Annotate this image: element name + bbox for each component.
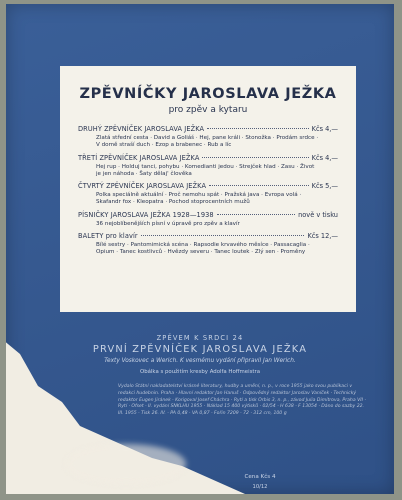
catalog-item bbox=[78, 182, 338, 207]
item-description: Bílé sestry · Pantomimická scéna · Rapsodie krvavého měsíce · Passacaglia · Opium · Tanec kostlivců · Hvězdy severu · Tanec loutek · Zlý sen · Proměny bbox=[96, 242, 310, 256]
item-price: Kčs 5,— bbox=[311, 182, 338, 191]
dot-leader bbox=[141, 235, 305, 236]
item-title: BALETY pro klavír bbox=[78, 232, 138, 241]
catalog-item bbox=[78, 232, 338, 257]
item-description: Polka speciálně aktuální · Proč nemohu spát · Pražská java · Evropa volá · Skafandr fox · Kleopatra · Pochod stoprocentních mužů bbox=[96, 192, 302, 206]
series-name: ZPĚVEM K SRDCI 24 bbox=[156, 334, 244, 342]
catalog-item bbox=[78, 211, 338, 228]
item-price: Kčs 12,— bbox=[307, 232, 338, 241]
item-title: DRUHÝ ZPĚVNÍČEK JAROSLAVA JEŽKA bbox=[78, 125, 205, 133]
catalog-item bbox=[78, 154, 338, 179]
item-price: Kčs 4,— bbox=[311, 153, 338, 162]
item-description: Zlatá střední cesta · David a Goliáš · Hej, pane králi · Stonožka · Prodám srdce · V domě straší duch · Ezop a brabenec · Rub a líc bbox=[96, 135, 319, 149]
item-title: ČTVRTÝ ZPĚVNÍČEK JAROSLAVA JEŽKA bbox=[78, 182, 207, 191]
catalog-code: 10/12 bbox=[252, 484, 268, 490]
item-description: 36 nejoblíbenějších písní v úpravě pro zpěv a klavír bbox=[96, 220, 240, 227]
dot-leader bbox=[217, 214, 295, 215]
catalog-title: ZPĚVNÍČKY JAROSLAVA JEŽKA bbox=[79, 86, 337, 102]
item-price: nově v tisku bbox=[298, 210, 338, 219]
cover-credit: Obálka s použitím kresby Adolfa Hoffmeistra bbox=[139, 369, 261, 375]
catalog-subtitle: pro zpěv a kytaru bbox=[168, 105, 248, 115]
catalog-panel bbox=[60, 66, 356, 312]
book-info bbox=[6, 334, 394, 375]
item-description: Hej rup · Holduj tanci, pohybu · Komedianti jedou · Strejček hlad · Zasu · Život je jen náhoda · Šaty dělaj' člověka bbox=[96, 163, 315, 177]
item-title: TŘETÍ ZPĚVNÍČEK JAROSLAVA JEŽKA bbox=[78, 153, 200, 162]
dot-leader bbox=[202, 157, 308, 158]
dot-leader bbox=[207, 128, 308, 129]
catalog-item bbox=[78, 125, 338, 150]
book-back-cover bbox=[6, 4, 394, 494]
item-title: PÍSNIČKY JAROSLAVA JEŽKA 1928—1938 bbox=[78, 210, 214, 219]
imprint-text: Vydalo Státní nakladatelství krásné literatury, hudby a umění, n. p., v roce 1955 jako svou publikaci v redakci hudebnin. Praha · Hlavní redaktor Jan Hanuš · Odpovědný redaktor Jaroslav Vaníček · Technický redaktor Eugen Jiránek · Korigoval Josef Cháchra · Rytí a tisk Orbis 3, n. p., závod Julia Dimitrova, Praha VII · Rytí · Ofset · II. vydání SNKLHU 1955 · Náklad 15 400 výtisků · 02/54 · H 638 · F 13054 · Dáno do sazby 22. III. 1955 · Tisk 26. IV. · PA 0,48 · VA 0,87 · Fořin 7209 · 72 · 312 cm, 100 g bbox=[118, 384, 366, 417]
lyrics-credit: Texty Voskovec a Werich. K vesmému vydání připravil Jan Werich. bbox=[104, 358, 296, 364]
book-price: Cena Kčs 4 bbox=[244, 474, 276, 480]
item-price: Kčs 4,— bbox=[311, 125, 338, 133]
book-title: PRVNÍ ZPĚVNÍČEK JAROSLAVA JEŽKA bbox=[92, 344, 308, 355]
dot-leader bbox=[209, 185, 309, 186]
